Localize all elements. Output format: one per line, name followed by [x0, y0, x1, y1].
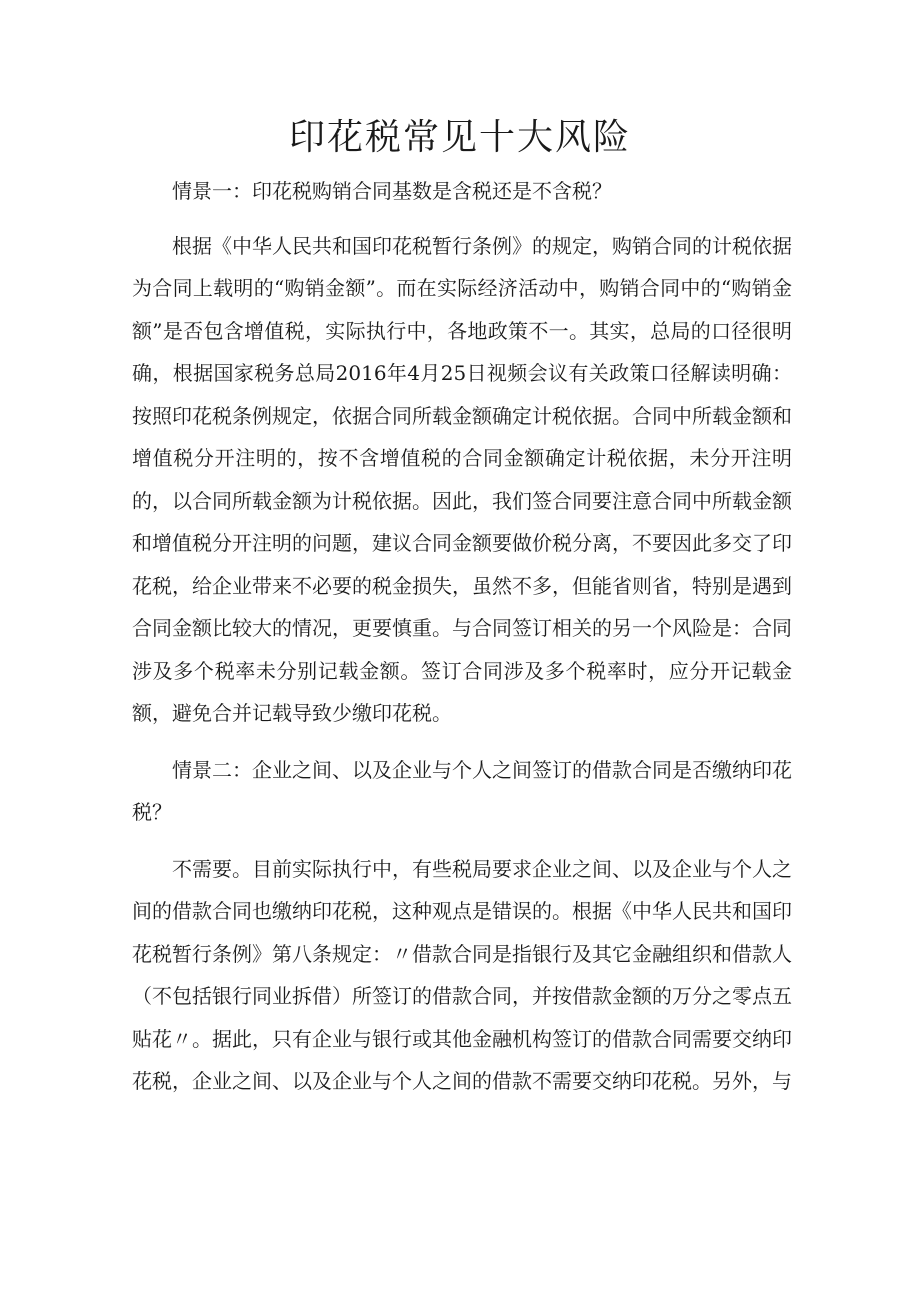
scenario-one-body: 根据《中华人民共和国印花税暂行条例》的规定，购销合同的计税依据为合同上载明的“购销金额”。而在实际经济活动中，购销合同中的“购销金额”是否包含增值税，实际执行中，各地政策不一。其实，总局的口径很明确，根据国家税务总局2016年4月25日视频会议有关政策口径解读明确：按照印花税条例规定，依据合同所载金额确定计税依据。合同中所载金额和增值税分开注明的，按不含增值税的合同金额确定计税依据，未分开注明的，以合同所载金额为计税依据。因此，我们签合同要注意合同中所载金额和增值税分开注明的问题，建议合同金额要做价税分离，不要因此多交了印花税，给企业带来不必要的税金损失，虽然不多，但能省则省，特别是遇到合同金额比较大的情况，更要慎重。与合同签订相关的另一个风险是：合同涉及多个税率未分别记载金额。签订合同涉及多个税率时，应分开记载金额，避免合并记载导致少缴印花税。: [132, 233, 792, 725]
scenario-two-body: 不需要。目前实际执行中，有些税局要求企业之间、以及企业与个人之间的借款合同也缴纳印花税，这种观点是错误的。根据《中华人民共和国印花税暂行条例》第八条规定：〃借款合同是指银行及其它金融组织和借款人（不包括银行同业拆借）所签订的借款合同，并按借款金额的万分之零点五贴花〃。据此，只有企业与银行或其他金融机构签订的借款合同需要交纳印花税，企业之间、以及企业与个人之间的借款不需要交纳印花税。另外，与: [132, 856, 792, 1093]
document-body: [132, 170, 792, 1103]
scenario-two-heading: 情景二：企业之间、以及企业与个人之间签订的借款合同是否缴纳印花税？: [132, 757, 792, 824]
document-title: 印花税常见十大风险: [288, 117, 631, 158]
scenario-one-heading: 情景一：印花税购销合同基数是含税还是不含税？: [172, 179, 612, 203]
